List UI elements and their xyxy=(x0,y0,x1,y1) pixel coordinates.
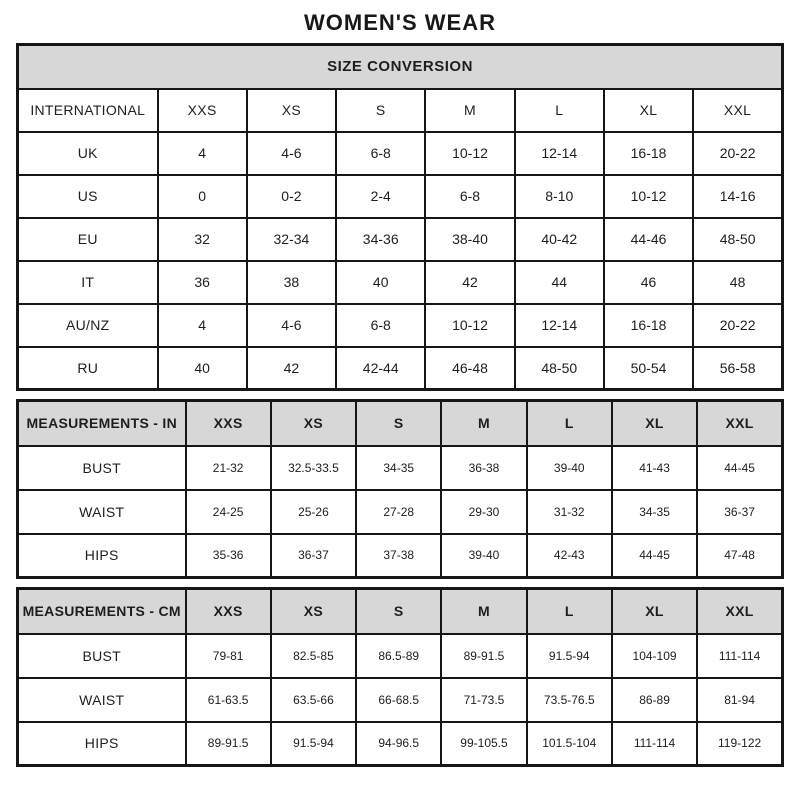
column-header-l: L xyxy=(527,589,612,634)
size-value-cell: 10-12 xyxy=(604,175,693,218)
row-label: UK xyxy=(18,132,158,175)
measurement-cell: 111-114 xyxy=(612,722,697,766)
measurement-cell: 82.5-85 xyxy=(271,634,356,678)
row-label: IT xyxy=(18,261,158,304)
row-label: HIPS xyxy=(18,534,186,578)
table-row-bust-in xyxy=(18,446,783,490)
table-row-uk xyxy=(18,132,783,175)
measurement-cell: 73.5-76.5 xyxy=(527,678,612,722)
column-header-row xyxy=(18,89,783,132)
column-header-m: M xyxy=(441,401,526,446)
column-header-xxs: XXS xyxy=(186,589,271,634)
measurement-cell: 27-28 xyxy=(356,490,441,534)
column-header-international: INTERNATIONAL xyxy=(18,89,158,132)
column-header-s: S xyxy=(356,401,441,446)
size-value-cell: 40-42 xyxy=(515,218,604,261)
table-row-waist-in xyxy=(18,490,783,534)
page-title: WOMEN'S WEAR xyxy=(304,10,496,35)
size-value-cell: 32 xyxy=(158,218,247,261)
measurement-cell: 47-48 xyxy=(697,534,782,578)
measurement-cell: 36-38 xyxy=(441,446,526,490)
measurement-cell: 34-35 xyxy=(356,446,441,490)
table-row-us xyxy=(18,175,783,218)
size-value-cell: 42 xyxy=(425,261,514,304)
measurement-cell: 89-91.5 xyxy=(441,634,526,678)
size-value-cell: 44 xyxy=(515,261,604,304)
size-value-cell: 14-16 xyxy=(693,175,782,218)
row-label: BUST xyxy=(18,446,186,490)
size-value-cell: 48 xyxy=(693,261,782,304)
column-header-xs: XS xyxy=(247,89,336,132)
measurement-cell: 71-73.5 xyxy=(441,678,526,722)
size-value-cell: 10-12 xyxy=(425,132,514,175)
measurements-cm-table xyxy=(16,587,784,767)
column-header-xs: XS xyxy=(271,589,356,634)
column-header-m: M xyxy=(441,589,526,634)
table-row-aunz xyxy=(18,304,783,347)
size-value-cell: 8-10 xyxy=(515,175,604,218)
measurement-cell: 36-37 xyxy=(697,490,782,534)
column-header-xl: XL xyxy=(612,401,697,446)
column-header-xl: XL xyxy=(604,89,693,132)
measurement-cell: 101.5-104 xyxy=(527,722,612,766)
size-value-cell: 50-54 xyxy=(604,347,693,390)
measurement-cell: 24-25 xyxy=(186,490,271,534)
measurement-cell: 34-35 xyxy=(612,490,697,534)
row-label: AU/NZ xyxy=(18,304,158,347)
table-row-hips-cm xyxy=(18,722,783,766)
measurement-cell: 119-122 xyxy=(697,722,782,766)
measurement-cell: 31-32 xyxy=(527,490,612,534)
measurement-cell: 81-94 xyxy=(697,678,782,722)
size-value-cell: 0 xyxy=(158,175,247,218)
measurement-cell: 79-81 xyxy=(186,634,271,678)
measurement-cell: 42-43 xyxy=(527,534,612,578)
size-value-cell: 16-18 xyxy=(604,132,693,175)
table-row-ru xyxy=(18,347,783,390)
column-header-xxl: XXL xyxy=(693,89,782,132)
table-row-it xyxy=(18,261,783,304)
measurement-cell: 29-30 xyxy=(441,490,526,534)
row-label: HIPS xyxy=(18,722,186,766)
measurement-cell: 104-109 xyxy=(612,634,697,678)
measurement-cell: 86.5-89 xyxy=(356,634,441,678)
table-row-eu xyxy=(18,218,783,261)
size-value-cell: 10-12 xyxy=(425,304,514,347)
measurement-cell: 89-91.5 xyxy=(186,722,271,766)
column-header-m: M xyxy=(425,89,514,132)
row-label: EU xyxy=(18,218,158,261)
size-value-cell: 12-14 xyxy=(515,304,604,347)
size-value-cell: 56-58 xyxy=(693,347,782,390)
size-value-cell: 6-8 xyxy=(336,304,425,347)
size-value-cell: 48-50 xyxy=(515,347,604,390)
measurement-cell: 91.5-94 xyxy=(271,722,356,766)
size-value-cell: 40 xyxy=(158,347,247,390)
column-header-measurements-in: MEASUREMENTS - IN xyxy=(18,401,186,446)
table-banner-row xyxy=(18,45,783,89)
column-header-l: L xyxy=(527,401,612,446)
size-value-cell: 38-40 xyxy=(425,218,514,261)
size-value-cell: 40 xyxy=(336,261,425,304)
size-value-cell: 4-6 xyxy=(247,304,336,347)
size-value-cell: 20-22 xyxy=(693,132,782,175)
measurement-cell: 39-40 xyxy=(527,446,612,490)
size-value-cell: 36 xyxy=(158,261,247,304)
measurement-cell: 32.5-33.5 xyxy=(271,446,356,490)
row-label: RU xyxy=(18,347,158,390)
measurement-cell: 111-114 xyxy=(697,634,782,678)
row-label: WAIST xyxy=(18,490,186,534)
measurement-cell: 41-43 xyxy=(612,446,697,490)
measurement-cell: 91.5-94 xyxy=(527,634,612,678)
measurements-in-table xyxy=(16,399,784,579)
column-header-xxl: XXL xyxy=(697,589,782,634)
size-value-cell: 16-18 xyxy=(604,304,693,347)
size-value-cell: 46-48 xyxy=(425,347,514,390)
column-header-xxs: XXS xyxy=(186,401,271,446)
row-label: WAIST xyxy=(18,678,186,722)
size-value-cell: 4 xyxy=(158,304,247,347)
size-value-cell: 48-50 xyxy=(693,218,782,261)
size-conversion-table xyxy=(16,43,784,391)
measurement-cell: 66-68.5 xyxy=(356,678,441,722)
column-header-row xyxy=(18,589,783,634)
measurement-cell: 86-89 xyxy=(612,678,697,722)
measurement-cell: 44-45 xyxy=(697,446,782,490)
column-header-measurements-cm: MEASUREMENTS - CM xyxy=(18,589,186,634)
table-row-waist-cm xyxy=(18,678,783,722)
column-header-s: S xyxy=(336,89,425,132)
measurement-cell: 37-38 xyxy=(356,534,441,578)
measurement-cell: 63.5-66 xyxy=(271,678,356,722)
size-value-cell: 0-2 xyxy=(247,175,336,218)
size-value-cell: 20-22 xyxy=(693,304,782,347)
size-value-cell: 32-34 xyxy=(247,218,336,261)
measurement-cell: 39-40 xyxy=(441,534,526,578)
column-header-xxl: XXL xyxy=(697,401,782,446)
column-header-row xyxy=(18,401,783,446)
column-header-xxs: XXS xyxy=(158,89,247,132)
column-header-xl: XL xyxy=(612,589,697,634)
row-label: BUST xyxy=(18,634,186,678)
measurement-cell: 44-45 xyxy=(612,534,697,578)
measurement-cell: 36-37 xyxy=(271,534,356,578)
size-value-cell: 38 xyxy=(247,261,336,304)
size-value-cell: 2-4 xyxy=(336,175,425,218)
measurement-cell: 35-36 xyxy=(186,534,271,578)
measurement-cell: 94-96.5 xyxy=(356,722,441,766)
size-value-cell: 12-14 xyxy=(515,132,604,175)
column-header-s: S xyxy=(356,589,441,634)
size-value-cell: 4 xyxy=(158,132,247,175)
measurement-cell: 21-32 xyxy=(186,446,271,490)
size-value-cell: 42-44 xyxy=(336,347,425,390)
size-value-cell: 34-36 xyxy=(336,218,425,261)
table-row-bust-cm xyxy=(18,634,783,678)
size-value-cell: 46 xyxy=(604,261,693,304)
measurement-cell: 61-63.5 xyxy=(186,678,271,722)
size-value-cell: 6-8 xyxy=(336,132,425,175)
measurement-cell: 99-105.5 xyxy=(441,722,526,766)
size-value-cell: 4-6 xyxy=(247,132,336,175)
table-row-hips-in xyxy=(18,534,783,578)
size-value-cell: 44-46 xyxy=(604,218,693,261)
measurement-cell: 25-26 xyxy=(271,490,356,534)
size-value-cell: 42 xyxy=(247,347,336,390)
row-label: US xyxy=(18,175,158,218)
column-header-l: L xyxy=(515,89,604,132)
column-header-xs: XS xyxy=(271,401,356,446)
size-value-cell: 6-8 xyxy=(425,175,514,218)
size-conversion-banner: SIZE CONVERSION xyxy=(18,45,783,89)
